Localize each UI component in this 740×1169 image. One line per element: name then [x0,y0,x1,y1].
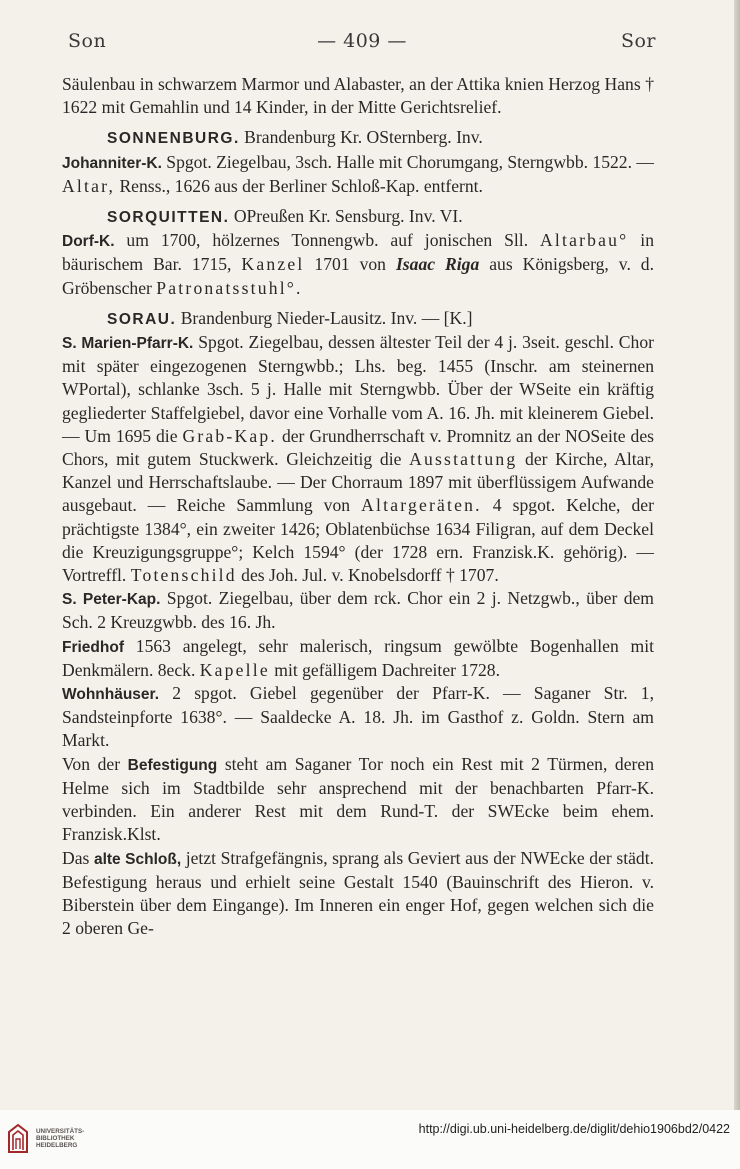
entry-term: S. Peter-Kap. [62,591,161,609]
entry-text: Renss., 1626 aus der Berliner Schloß-Kap. entfernt. [115,175,483,196]
paragraph [62,847,654,941]
logo-line: HEIDELBERG [36,1142,78,1150]
paragraph [62,587,654,634]
spaced-term: Totenschild [130,565,237,586]
spaced-term: Ausstattung [409,449,518,470]
spaced-term: Grab-Kap. [182,425,277,446]
entry-text: mit gefälligem Dachreiter 1728. [269,659,500,680]
paragraph [62,229,654,300]
paragraph [62,635,654,682]
place-name: SORAU. [107,310,177,328]
library-logo[interactable] [6,1122,102,1162]
entry-text: des Joh. Jul. v. Knobelsdorff † 1707. [236,565,499,586]
entry-text: der Grundherrschaft v. Promnitz an der NOSeite des Chors, mit gutem Stuckwerk. Gleichzeitig die [62,425,654,470]
header-left: Son [68,30,107,52]
entry-text: 4 spgot. Kelche, der prächtigste 1384°, ein zweiter 1426; Oblatenbüchse 1634 Filigran, auf dem Deckel die Kreuzigungsgruppe°; Kelch 1594° (der 1728 ern. Franzisk.K. gehörig). — Vortreffl. [62,495,654,586]
entry-term: Friedhof [62,638,124,656]
logo-line: UNIVERSITÄTS- [36,1128,85,1135]
library-seal-icon [6,1122,30,1156]
paragraph [62,331,654,587]
library-name [36,1128,84,1150]
header-right: Sor [620,30,656,52]
spaced-term: Altarbau° [540,230,629,251]
paragraph [62,753,654,847]
spaced-term: Altar, [62,175,116,196]
place-heading-sorquitten [62,205,654,229]
entry-text: jetzt Strafgefängnis, sprang als Geviert aus der NWEcke der städt. Befestigung heraus und erhielt seine Gestalt 1540 (Bauinschrift des Hieron. v. Biberstein über dem Eingange). Im Inneren ein enger Hof, gegen welchen sich die 2 oberen Ge- [62,847,654,939]
entry-text: der Kirche, Altar, Kanzel und Herrschaftslaube. — Der Chorraum 1897 mit überflüssigem Aufwande ausgebaut. — Reiche Sammlung von [62,449,654,516]
entry-text: Das [62,847,94,868]
paragraph [62,151,654,198]
entry-term: Wohnhäuser. [62,686,160,704]
place-name: SORQUITTEN. [107,209,230,227]
artist-name: Isaac Riga [395,254,480,275]
entry-text: Spgot. Ziegelbau, 3sch. Halle mit Chorumgang, Sterngwbb. 1522. — [161,151,654,172]
running-header [68,30,656,58]
spaced-term: Altargeräten. [361,495,482,516]
logo-line: BIBLIOTHEK [36,1135,75,1143]
entry-term: Befestigung [127,756,218,774]
entry-term: S. Marien-Pfarr-K. [62,335,194,353]
entry-text: um 1700, hölzernes Tonnengwb. auf jonischen Sll. [114,230,541,251]
page-number: — 409 — [317,30,407,52]
entry-term: Dorf-K. [62,233,115,251]
entry-text: steht am Saganer Tor noch ein Rest mit 2 Türmen, deren Helme sich im Stadtbilde sehr ansprechend mit der benachbarten Pfarr-K. verbinden. Ein anderer Rest mit dem Rund-T. der SWEcke beim ehem. Franzisk.Klst. [62,753,654,845]
entry-text: Spgot. Ziegelbau, dessen ältester Teil der 4 j. 3seit. geschl. Chor mit später eingezogenen Sterngwbb.; Lhs. beg. 1455 (Inschr. am steinernen WPortal), schlanke 3sch. 5 j. Halle mit Sterngwbb. Über der WSeite ein kräftig gegliederter Staffelgiebel, davor eine Vorhalle vom A. 16. Jh. mit kleinerem Giebel. — Um 1695 die [62,332,654,446]
entry-text: 1701 von [304,254,396,275]
entry-text: Von der [62,753,128,774]
place-heading-sorau [62,307,654,331]
place-info: OPreußen Kr. Sensburg. Inv. VI. [229,206,463,227]
entry-text: in bäurischem Bar. 1715, [62,230,654,275]
entry-text: 1563 angelegt, sehr malerisch, ringsum gewölbte Bogenhallen mit Denkmälern. 8eck. [62,635,654,680]
place-name: SONNENBURG. [107,130,240,148]
entry-text: 2 spgot. Giebel gegenüber der Pfarr-K. — Saganer Str. 1, Sandsteinpforte 1638°. — Saaldecke A. 18. Jh. im Gasthof z. Goldn. Stern am Markt. [62,683,654,751]
spaced-term: Patronatsstuhl°. [156,277,303,298]
paragraph: Säulenbau in schwarzem Marmor und Alabaster, an der Attika knien Herzog Hans † 1622 mit Gemahlin und 14 Kinder, in der Mitte Gerichtsrelief. [62,74,654,118]
entry-text: aus Königsberg, v. d. Gröbenscher [62,254,655,298]
page-edge [734,0,740,1110]
spaced-term: Kanzel [241,254,305,275]
place-heading-sonnenburg [62,126,654,150]
source-url-link[interactable]: http://digi.ub.uni-heidelberg.de/diglit/dehio1906bd2/0422 [418,1122,730,1136]
entry-term: alte Schloß, [93,850,182,868]
entry-text: Spgot. Ziegelbau, über dem rck. Chor ein 2 j. Netzgwb., über dem Sch. 2 Kreuzgwbb. des 16. Jh. [62,588,654,633]
place-info: Brandenburg Nieder-Lausitz. Inv. — [K.] [176,307,473,328]
paragraph [62,682,654,753]
viewer-footer [0,1110,740,1169]
place-info: Brandenburg Kr. OSternberg. Inv. [239,127,483,148]
page-text [62,73,654,940]
entry-term: Johanniter-K. [62,154,162,172]
spaced-term: Kapelle [199,659,270,680]
